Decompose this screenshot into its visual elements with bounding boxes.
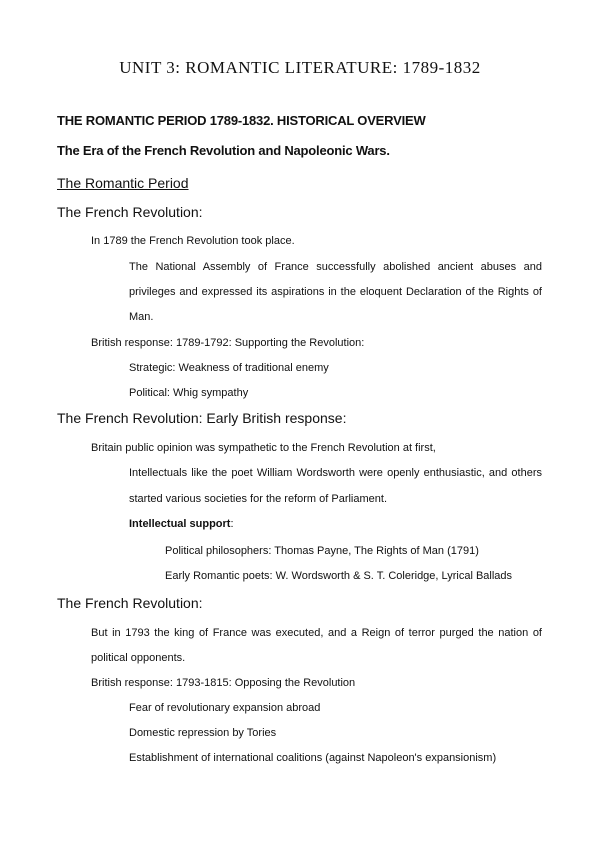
- main-heading: THE ROMANTIC PERIOD 1789-1832. HISTORICAL OVERVIEW: [57, 113, 426, 128]
- s3-item-3: Establishment of international coalitions (against Napoleon's expansionism): [129, 752, 497, 764]
- romantic-period-link[interactable]: The Romantic Period: [57, 175, 189, 191]
- s3-item-2: Domestic repression by Tories: [129, 727, 277, 739]
- s1-paragraph-2-line-3: Man.: [129, 311, 154, 323]
- s1-paragraph-2-line-1: The National Assembly of France successfully abolished ancient abuses and: [129, 261, 542, 273]
- s1-political: Political: Whig sympathy: [129, 387, 249, 399]
- section-1-title: The French Revolution:: [57, 204, 203, 220]
- s1-paragraph-1: In 1789 the French Revolution took place.: [91, 235, 295, 247]
- s2-paragraph-1: Britain public opinion was sympathetic to the French Revolution at first,: [91, 442, 436, 454]
- s2-political-philosophers: Political philosophers: Thomas Payne, The Rights of Man (1791): [165, 545, 479, 557]
- s1-strategic: Strategic: Weakness of traditional enemy: [129, 362, 329, 374]
- s2-intellectual-support: [129, 518, 234, 530]
- s1-paragraph-2-line-2: privileges and expressed its aspirations in the eloquent Declaration of the Rights of: [129, 286, 542, 298]
- s2-paragraph-2-line-1: Intellectuals like the poet William Wordsworth were openly enthusiastic, and others: [129, 467, 542, 479]
- s2-support-colon: :: [230, 518, 234, 530]
- s1-british-response: British response: 1789-1792: Supporting the Revolution:: [91, 337, 365, 349]
- s3-paragraph-1-line-1: But in 1793 the king of France was executed, and a Reign of terror purged the nation of: [91, 627, 542, 639]
- s3-item-1: Fear of revolutionary expansion abroad: [129, 702, 321, 714]
- s3-british-response: British response: 1793-1815: Opposing the Revolution: [91, 677, 356, 689]
- unit-title: UNIT 3: ROMANTIC LITERATURE: 1789-1832: [119, 58, 481, 77]
- s2-early-romantic-poets: Early Romantic poets: W. Wordsworth & S. T. Coleridge, Lyrical Ballads: [165, 570, 513, 582]
- section-2-title: The French Revolution: Early British response:: [57, 410, 347, 426]
- section-3-title: The French Revolution:: [57, 595, 203, 611]
- s2-support-label: Intellectual support: [129, 518, 231, 530]
- s3-paragraph-1-line-2: political opponents.: [91, 652, 186, 664]
- sub-heading: The Era of the French Revolution and Napoleonic Wars.: [57, 143, 390, 158]
- s2-paragraph-2-line-2: started various societies for the reform of Parliament.: [129, 493, 387, 505]
